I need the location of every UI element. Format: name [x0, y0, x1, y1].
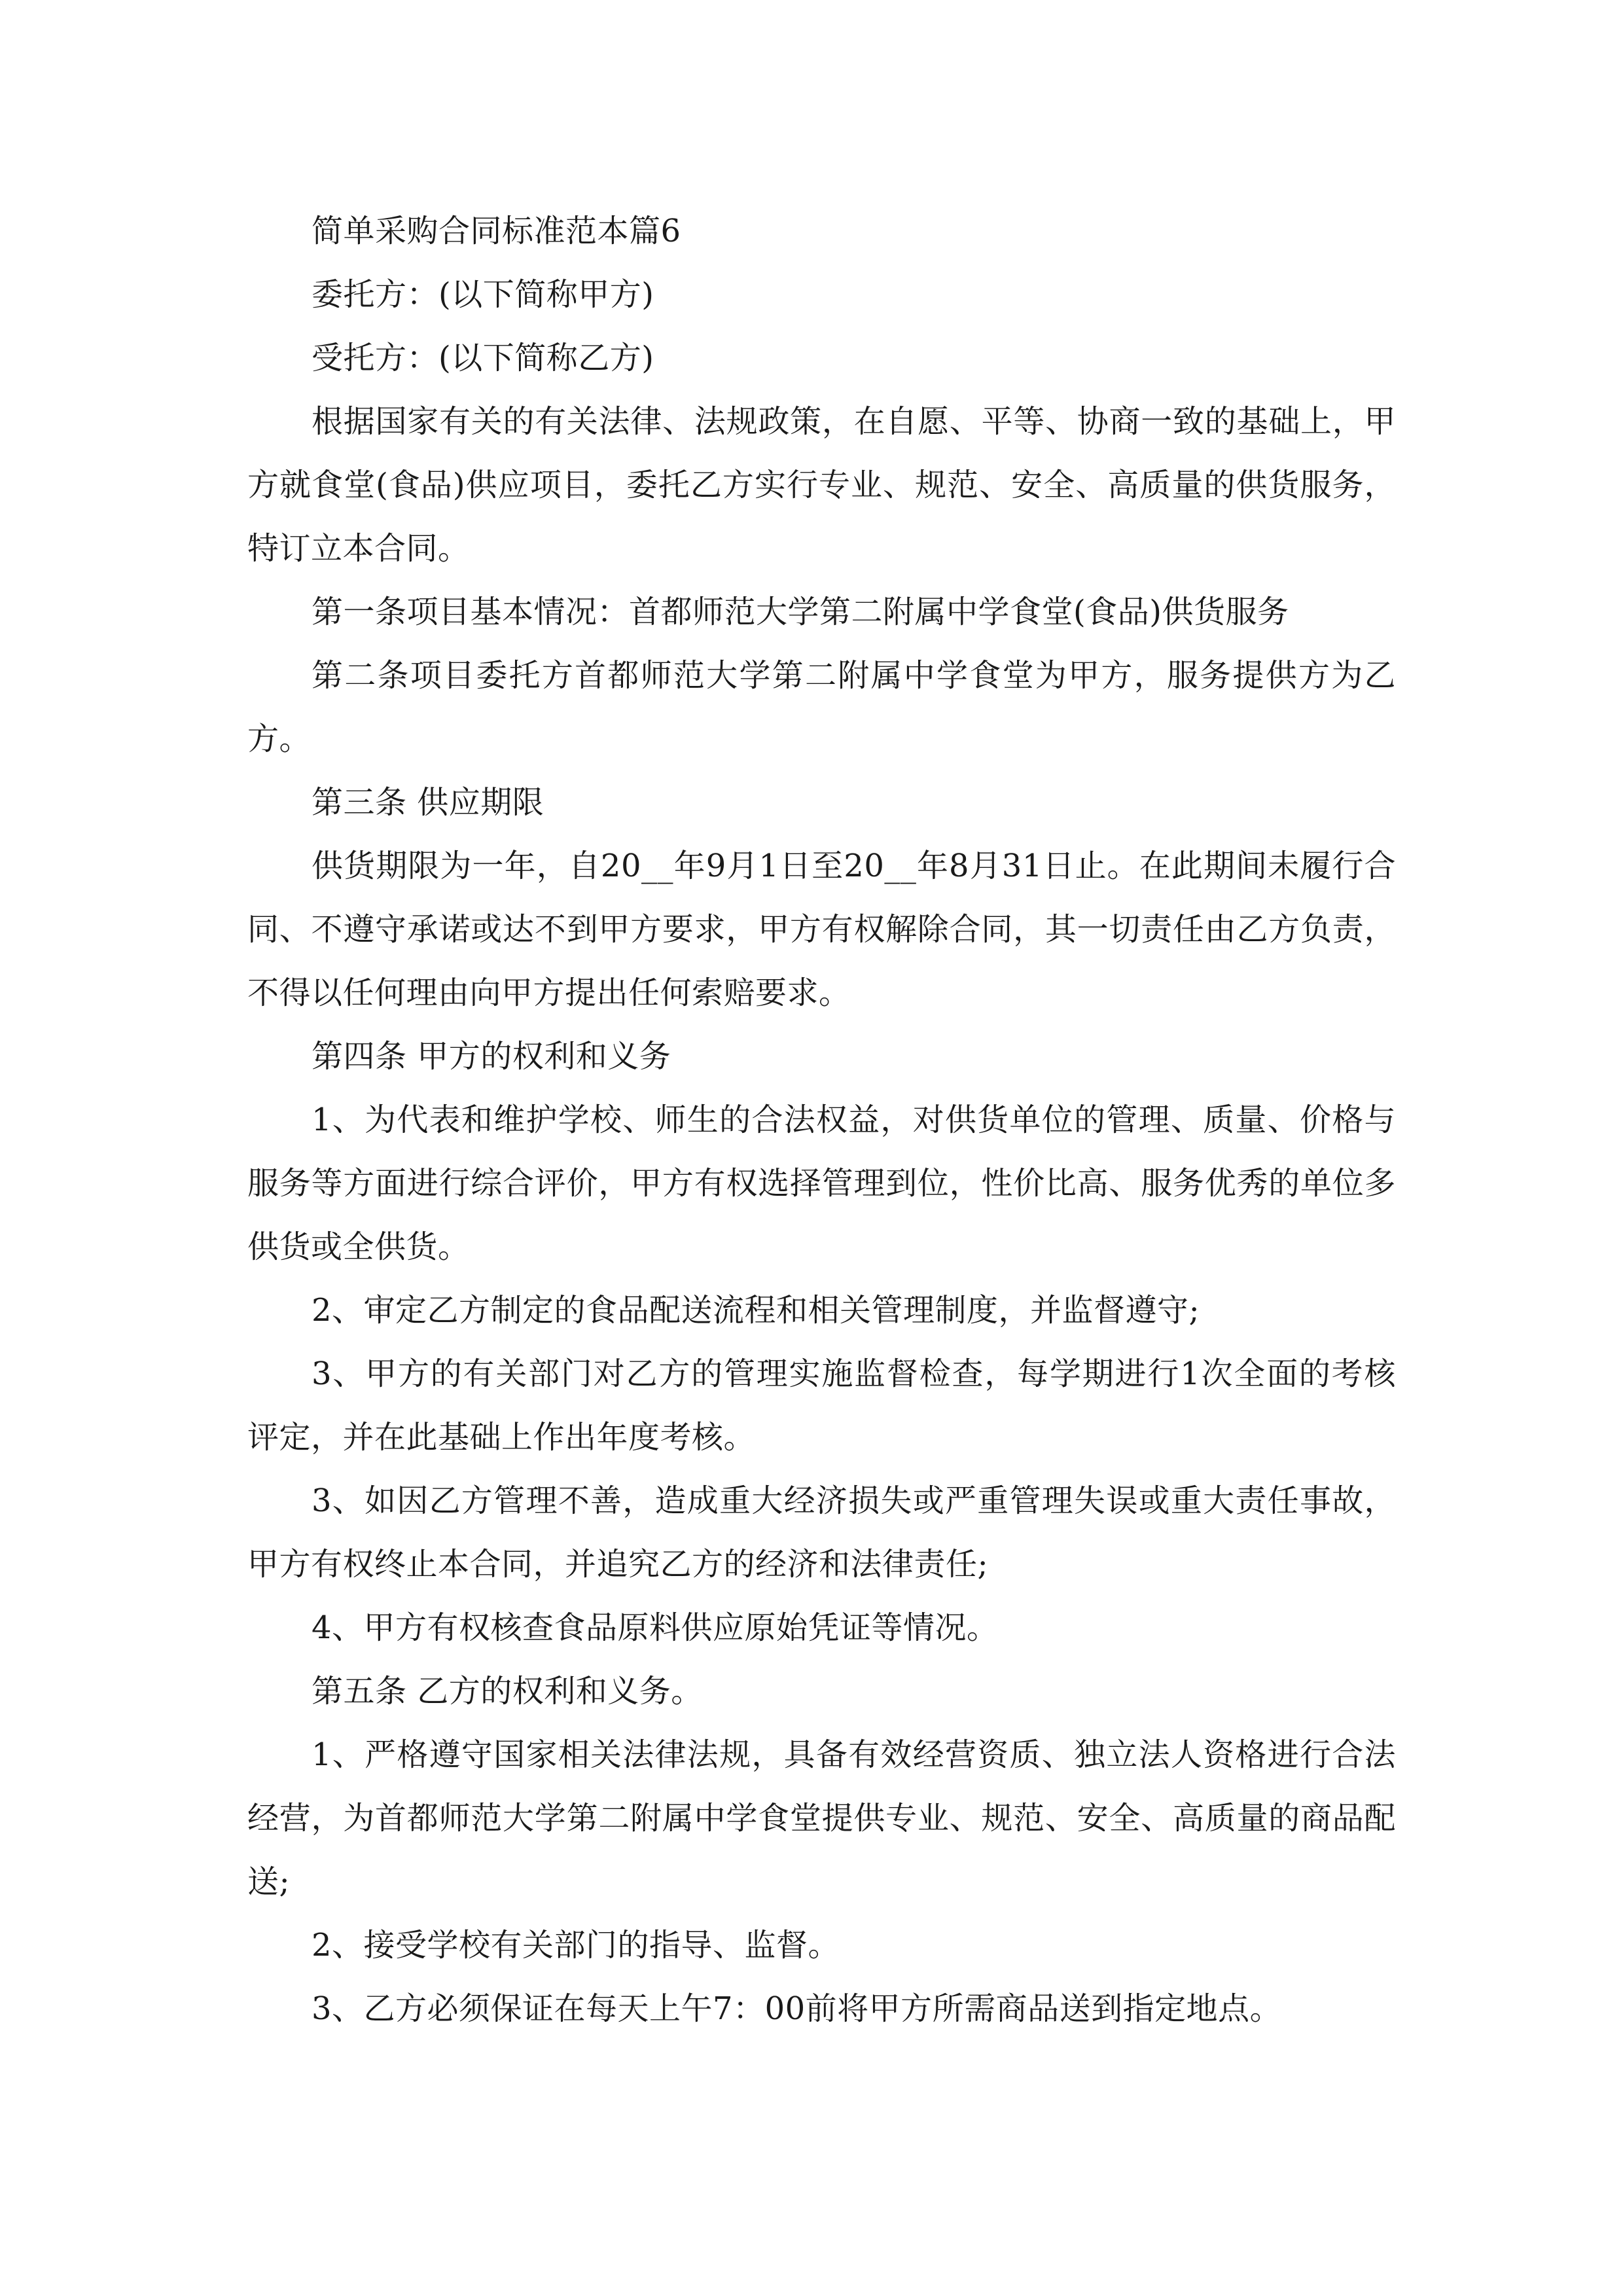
paragraph-article-3-heading: 第三条 供应期限 — [312, 784, 544, 821]
document-body — [247, 200, 1396, 2041]
paragraph-article-5-item-3: 3、乙方必须保证在每天上午7：00前将甲方所需商品送到指定地点。 — [312, 1990, 1282, 2027]
paragraph-contractor: 受托方：(以下简称乙方) — [312, 340, 654, 376]
paragraph-article-3-body: 供货期限为一年，自20__年9月1日至20__年8月31日止。在此期间未履行合同、不遵守承诺或达不到甲方要求，甲方有权解除合同，其一切责任由乙方负责，不得以任何理由向甲方提出任何索赔要求。 — [247, 848, 1396, 1011]
paragraph-article-5-item-2: 2、接受学校有关部门的指导、监督。 — [312, 1927, 840, 1964]
paragraph-article-4-heading: 第四条 甲方的权利和义务 — [312, 1038, 671, 1075]
paragraph-article-4-item-2: 2、审定乙方制定的食品配送流程和相关管理制度，并监督遵守; — [312, 1292, 1200, 1329]
paragraph-article-5-item-1: 1、严格遵守国家相关法律法规，具备有效经营资质、独立法人资格进行合法经营，为首都师范大学第二附属中学食堂提供专业、规范、安全、高质量的商品配送; — [247, 1736, 1396, 1900]
paragraph-article-5-heading: 第五条 乙方的权利和义务。 — [312, 1673, 703, 1710]
paragraph-article-1: 第一条项目基本情况：首都师范大学第二附属中学食堂(食品)供货服务 — [312, 594, 1289, 630]
paragraph-preamble: 根据国家有关的有关法律、法规政策，在自愿、平等、协商一致的基础上，甲方就食堂(食品)供应项目，委托乙方实行专业、规范、安全、高质量的供货服务，特订立本合同。 — [247, 403, 1396, 567]
document-title: 简单采购合同标准范本篇6 — [312, 213, 681, 249]
paragraph-article-2: 第二条项目委托方首都师范大学第二附属中学食堂为甲方，服务提供方为乙方。 — [247, 657, 1396, 757]
paragraph-article-4-item-4: 4、甲方有权核查食品原料供应原始凭证等情况。 — [312, 1609, 999, 1646]
paragraph-client: 委托方：(以下简称甲方) — [312, 276, 654, 313]
paragraph-article-4-item-1: 1、为代表和维护学校、师生的合法权益，对供货单位的管理、质量、价格与服务等方面进行综合评价，甲方有权选择管理到位，性价比高、服务优秀的单位多供货或全供货。 — [247, 1102, 1396, 1265]
paragraph-article-4-item-3a: 3、甲方的有关部门对乙方的管理实施监督检查，每学期进行1次全面的考核评定，并在此基础上作出年度考核。 — [247, 1355, 1396, 1456]
paragraph-article-4-item-3b: 3、如因乙方管理不善，造成重大经济损失或严重管理失误或重大责任事故，甲方有权终止本合同，并追究乙方的经济和法律责任; — [247, 1482, 1396, 1583]
